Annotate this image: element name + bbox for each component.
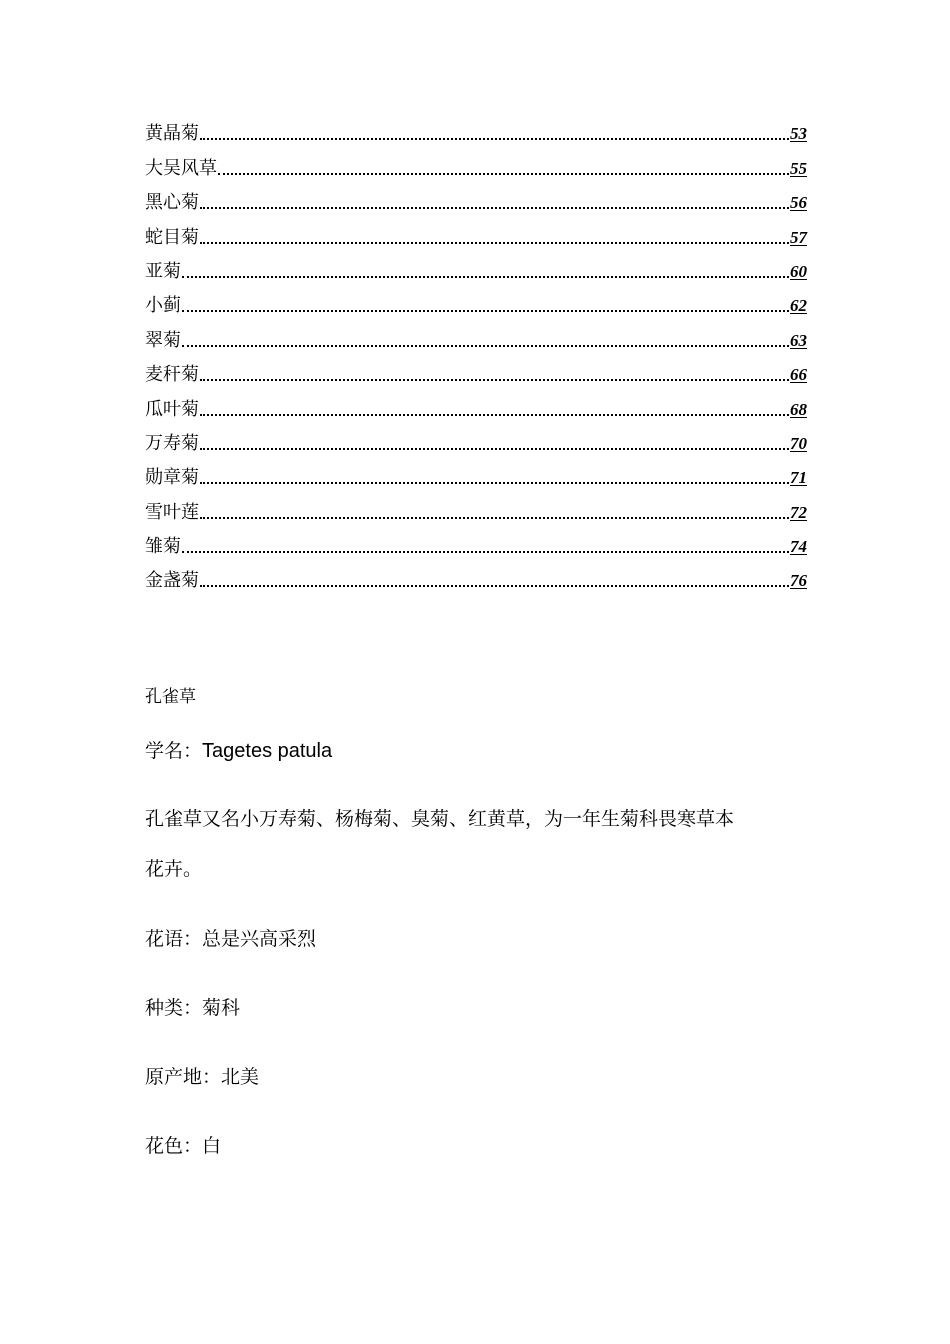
scientific-name-value: Tagetes patula [202,740,333,762]
toc-entry-name: 黑心菊 [145,192,199,214]
toc-entry-name: 雏菊 [145,536,181,558]
toc-dot-leader [200,379,789,381]
toc-page-number: 70 [790,433,807,453]
scientific-name-line [145,739,825,763]
toc-page-number: 55 [790,158,807,178]
toc-dot-leader [200,207,789,209]
toc-row[interactable] [145,524,807,558]
toc-dot-leader [200,242,789,244]
toc-page-number: 66 [790,365,807,385]
toc-entry-name: 金盏菊 [145,570,199,592]
toc-dot-leader [182,310,789,312]
toc-dot-leader [200,448,789,450]
flower-color: 花色：白 [145,1135,222,1157]
toc-row[interactable] [145,386,807,420]
category: 种类：菊科 [145,997,241,1019]
toc-entry-name: 万寿菊 [145,432,199,454]
toc-dot-leader [200,138,789,140]
toc-dot-leader [182,551,789,553]
toc-page-number: 62 [790,296,807,316]
toc-row[interactable] [145,145,807,179]
toc-row[interactable] [145,214,807,248]
origin: 原产地：北美 [145,1066,260,1088]
article-title: 孔雀草 [145,687,196,707]
flower-language: 花语：总是兴高采烈 [145,928,317,950]
toc-row[interactable] [145,558,807,592]
toc-page-number: 76 [790,571,807,591]
toc-entry-name: 翠菊 [145,329,181,351]
toc-row[interactable] [145,352,807,386]
toc-page-number: 63 [790,330,807,350]
toc-entry-name: 瓜叶菊 [145,398,199,420]
description-line-1: 孔雀草又名小万寿菊、杨梅菊、臭菊、红黄草，为一年生菊科畏寒草本 [145,808,735,830]
toc-row[interactable] [145,111,807,145]
toc-entry-name: 勋章菊 [145,467,199,489]
toc-page-number: 71 [790,468,807,488]
toc-dot-leader [218,173,789,175]
toc-entry-name: 小蓟 [145,295,181,317]
scientific-name-label: 学名： [145,740,203,762]
toc-row[interactable] [145,180,807,214]
toc-page-number: 56 [790,193,807,213]
toc-page-number: 74 [790,537,807,557]
toc-entry-name: 亚菊 [145,260,181,282]
toc-dot-leader [182,345,789,347]
description-line-2: 花卉。 [145,858,203,880]
toc-row[interactable] [145,249,807,283]
table-of-contents [145,111,807,592]
toc-entry-name: 黄晶菊 [145,123,199,145]
toc-dot-leader [200,585,789,587]
toc-row[interactable] [145,317,807,351]
toc-row[interactable] [145,489,807,523]
toc-page-number: 68 [790,399,807,419]
toc-page-number: 60 [790,261,807,281]
toc-dot-leader [200,482,789,484]
toc-page-number: 72 [790,502,807,522]
toc-entry-name: 蛇目菊 [145,226,199,248]
toc-dot-leader [200,517,789,519]
toc-dot-leader [182,276,789,278]
toc-dot-leader [200,414,789,416]
toc-page-number: 53 [790,124,807,144]
toc-row[interactable] [145,455,807,489]
toc-entry-name: 雪叶莲 [145,501,199,523]
toc-entry-name: 麦秆菊 [145,364,199,386]
toc-row[interactable] [145,283,807,317]
toc-entry-name: 大吴风草 [145,157,217,179]
toc-row[interactable] [145,421,807,455]
toc-page-number: 57 [790,227,807,247]
